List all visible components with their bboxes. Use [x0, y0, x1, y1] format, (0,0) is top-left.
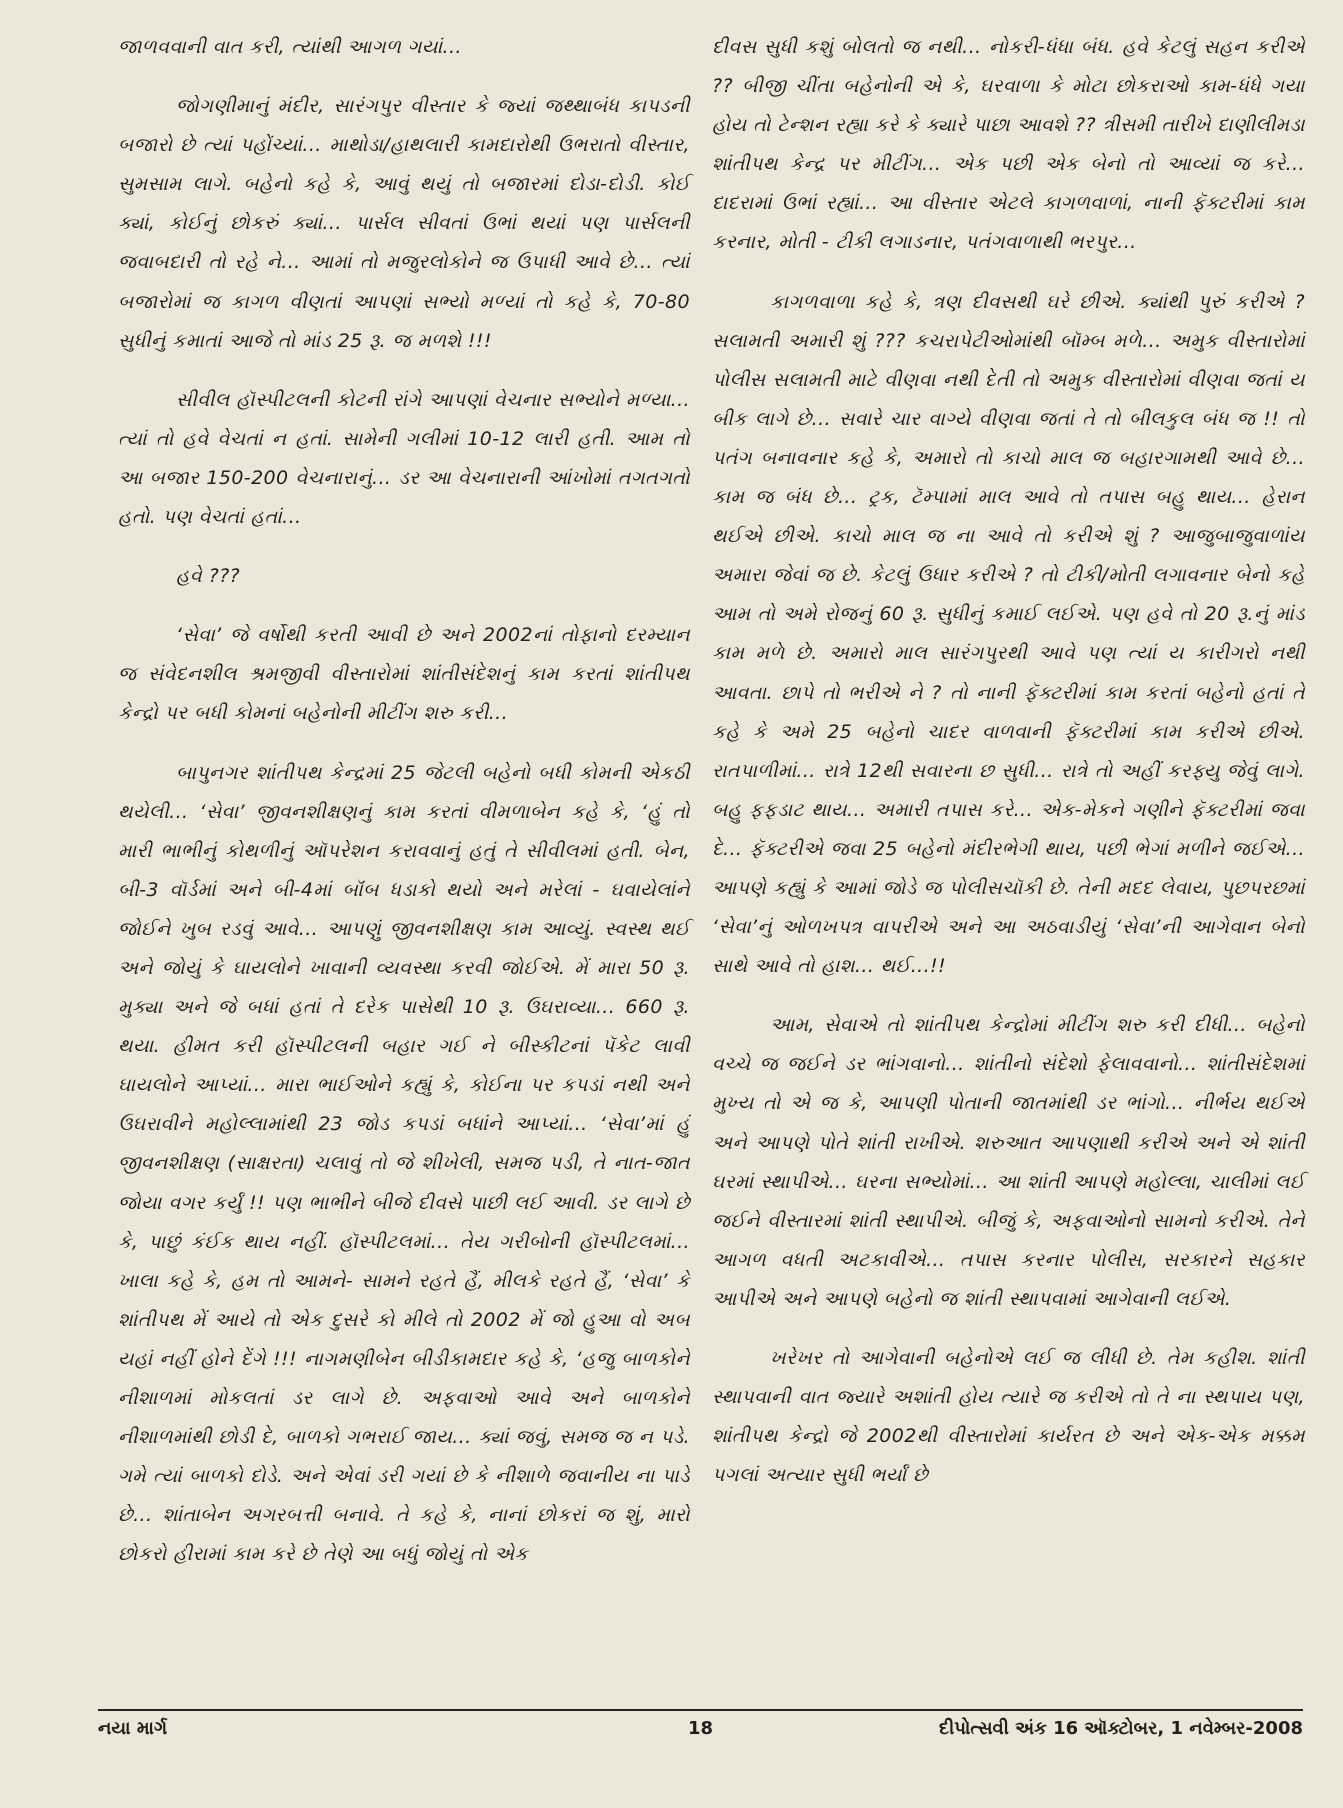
paragraph: કાગળવાળા કહે કે, ત્રણ દીવસથી ઘરે છીએ. ક્યાંથી પુરું કરીએ ? સલામતી અમારી શું ??? કચરાપેટીઓમાંથી બૉમ્બ મળે... અમુક વીસ્તારોમાં પોલીસ સલામતી માટે વીણવા નથી દેતી તો અમુક વીસ્તારોમાં વીણવા જતાં ય બીક લાગે છે... સવારે ચાર વાગ્યે વીણવા જતાં તે તો બીલકુલ બંધ જ !! તો પતંગ બનાવનાર કહે કે, અમારો તો કાચો માલ જ બહારગામથી આવે છે... કામ જ બંધ છે... ટ્રક, ટૅમ્પામાં માલ આવે તો તપાસ બહુ થાય... હેરાન થઈએ છીએ. કાચો માલ જ ના આવે તો કરીએ શું ? આજુબાજુવાળાંય અમારા જેવાં જ છે. કેટલું ઉધાર કરીએ ? તો ટીકી/મોતી લગાવનાર બેનો કહે આમ તો અમે રોજનું 60 રૂ. સુધીનું કમાઈ લઈએ. પણ હવે તો 20 રૂ.નું માંડ કામ મળે છે. અમારો માલ સારંગપુરથી આવે પણ ત્યાં ય કારીગરો નથી આવતા. છાપે તો ભરીએ ને ? તો નાની ફૅક્ટરીમાં કામ કરતાં બહેનો હતાં તે કહે કે અમે 25 બહેનો ચાદર વાળવાની ફૅક્ટરીમાં કામ કરીએ છીએ. રાતપાળીમાં... રાત્રે 12થી સવારના છ સુધી... રાત્રે તો અહીં કરફ્યુ જેવું લાગે. બહુ ફફડાટ થાય... અમારી તપાસ કરે... એક-મેકને ગણીને ફૅક્ટરીમાં જવા દે... ફૅક્ટરીએ જવા 25 બહેનો મંદીરભેગી થાય, પછી ભેગાં મળીને જઈએ... આપણે કહ્યું કે આમાં જોડે જ પોલીસચૉકી છે. તેની મદદ લેવાય, પુછપરછમાં ‘સેવા’નું ઓળખપત્ર વાપરીએ અને આ અઠવાડીયું ‘સેવા’ની આગેવાન બેનો સાથે આવે તો હાશ... થઈ...!! [712, 290, 1305, 978]
paragraph: ‘સેવા’ જે વર્ષોથી કરતી આવી છે અને 2002નાં તોફાનો દરમ્યાન જ સંવેદનશીલ શ્રમજીવી વીસ્તારોમાં શાંતીસંદેશનું કામ કરતાં શાંતીપથ કેન્દ્રો પર બધી કોમનાં બહેનોની મીટીંગ શરુ કરી... [118, 624, 690, 725]
left-column [118, 28, 690, 1594]
paragraph: દીવસ સુધી કશું બોલતો જ નથી... નોકરી-ધંધા બંધ. હવે કેટલું સહન કરીએ ?? બીજી ચીંતા બહેનોની એ કે, ઘરવાળા કે મોટા છોકરાઓ કામ-ધંધે ગયા હોય તો ટેન્શન રહ્યા કરે કે ક્યારે પાછા આવશે ?? ત્રીસમી તારીખે દાણીલીમડા શાંતીપથ કેન્દ્ર પર મીટીંગ... એક પછી એક બેનો તો આવ્યાં જ કરે... દાદરામાં ઉભાં રહ્યાં... આ વીસ્તાર એટલે કાગળવાળાં, નાની ફૅક્ટરીમાં કામ કરનાર, મોતી - ટીકી લગાડનાર, પતંગવાળાથી ભરપુર... [712, 36, 1305, 254]
paragraph: સીવીલ હૉસ્પીટલની કોટની રાંગે આપણાં વેચનાર સભ્યોને મળ્યા... ત્યાં તો હવે વેચતાં ન હતાં. સામેની ગલીમાં 10-12 લારી હતી. આમ તો આ બજાર 150-200 વેચનારાનું... ડર આ વેચનારાની આંખોમાં તગતગતો હતો. પણ વેચતાં હતાં... [118, 388, 690, 529]
paragraph: જોગણીમાનું મંદીર, સારંગપુર વીસ્તાર કે જ્યાં જથ્થાબંધ કાપડની બજારો છે ત્યાં પહોંચ્યાં... માથોડા/હાથલારી કામદારોથી ઉભરાતો વીસ્તાર, સુમસામ લાગે. બહેનો કહે કે, આવું થયું તો બજારમાં દોડા-દોડી. કોઈ ક્યાં, કોઈનું છોકરું ક્યાં... પાર્સલ સીવતાં ઉભાં થયાં પણ પાર્સલની જવાબદારી તો રહે ને... આમાં તો મજુરલોકોને જ ઉપાધી આવે છે... ત્યાં બજારોમાં જ કાગળ વીણતાં આપણાં સભ્યો મળ્યાં તો કહે કે, 70-80 સુધીનું કમાતાં આજે તો માંડ 25 રૂ. જ મળશે !!! [118, 95, 690, 352]
footer-divider [98, 1709, 1303, 1711]
paragraph: આમ, સેવાએ તો શાંતીપથ કેન્દ્રોમાં મીટીંગ શરુ કરી દીધી... બહેનો વચ્ચે જ જઈને ડર ભાંગવાનો... શાંતીનો સંદેશો ફેલાવવાનો... શાંતીસંદેશમાં મુખ્ય તો એ જ કે, આપણી પોતાની જાતમાંથી ડર ભાંગો... નીર્ભય થઈએ અને આપણે પોતે શાંતી રાખીએ. શરુઆત આપણાથી કરીએ અને એ શાંતી ઘરમાં સ્થાપીએ... ઘરના સભ્યોમાં... આ શાંતી આપણે મહોલ્લા, ચાલીમાં લઈ જઈને વીસ્તારમાં શાંતી સ્થાપીએ. બીજું કે, અફવાઓનો સામનો કરીએ. તેને આગળ વધતી અટકાવીએ... તપાસ કરનાર પોલીસ, સરકારને સહકાર આપીએ અને આપણે બહેનો જ શાંતી સ્થાપવામાં આગેવાની લઈએ. [712, 1014, 1305, 1310]
paragraph: ખરેખર તો આગેવાની બહેનોએ લઈ જ લીધી છે. તેમ કહીશ. શાંતી સ્થાપવાની વાત જ્યારે અશાંતી હોય ત્યારે જ કરીએ તો તે ના સ્થપાય પણ, શાંતીપથ કેન્દ્રો જે 2002થી વીસ્તારોમાં કાર્યરત છે અને એક-એક મક્કમ પગલાં અત્યાર સુધી ભર્યાં છે [712, 1347, 1305, 1487]
paragraph: જાળવવાની વાત કરી, ત્યાંથી આગળ ગયાં... [118, 36, 462, 58]
paragraph: બાપુનગર શાંતીપથ કેન્દ્રમાં 25 જેટલી બહેનો બધી કોમની એકઠી થયેલી... ‘સેવા’ જીવનશીક્ષણનું કામ કરતાં વીમળાબેન કહે કે, ‘હું તો મારી ભાભીનું કોથળીનું ઑપરેશન કરાવવાનું હતું તે સીવીલમાં હતી. બેન, બી-3 વૉર્ડમાં અને બી-4માં બૉંબ ધડાકો થયો અને મરેલાં - ઘવાયેલાંને જોઈને ખુબ રડવું આવે... આપણું જીવનશીક્ષણ કામ આવ્યું. સ્વસ્થ થઈ અને જોયું કે ઘાયલોને ખાવાની વ્યવસ્થા કરવી જોઈએ. મેં મારા 50 રૂ. મુક્યા અને જે બધાં હતાં તે દરેક પાસેથી 10 રૂ. ઉઘરાવ્યા... 660 રૂ. થયા. હીમત કરી હૉસ્પીટલની બહાર ગઈ ને બીસ્કીટનાં પૅકેટ લાવી ઘાયલોને આપ્યાં... મારા ભાઈઓને કહ્યું કે, કોઈના પર કપડાં નથી અને ઉઘરાવીને મહોલ્લામાંથી 23 જોડ કપડાં બધાંને આપ્યાં... ‘સેવા’માં હું જીવનશીક્ષણ (સાક્ષરતા) ચલાવું તો જે શીખેલી, સમજ પડી, તે નાત-જાત જોયા વગર કર્યું !! પણ ભાભીને બીજે દીવસે પાછી લઈ આવી. ડર લાગે છે કે, પાછું કંઈક થાય નહીં. હૉસ્પીટલમાં... તેય ગરીબોની હૉસ્પીટલમાં... ખાલા કહે કે, હમ તો આમને- સામને રહતે હૈં, મીલકે રહતે હૈં, ‘સેવા’ કે શાંતીપથ મેં આયે તો એક દુસરે કો મીલે તો 2002 મેં જો હુઆ વો અબ યહાં નહીં હોને દેંગે !!! નાગમણીબેન બીડીકામદાર કહે કે, ‘હજુ બાળકોને નીશાળમાં મોકલતાં ડર લાગે છે. અફવાઓ આવે અને બાળકોને નીશાળમાંથી છોડી દે, બાળકો ગભરાઈ જાય... ક્યાં જવું, સમજ જ ન પડે. ગમે ત્યાં બાળકો દોડે. અને એવાં ડરી ગયાં છે કે નીશાળે જવાનીય ના પાડે છે... શાંતાબેન અગરબત્તી બનાવે. તે કહે કે, નાનાં છોકરાં જ શું, મારો છોકરો હીરામાં કામ કરે છે તેણે આ બધું જોયું તો એક [118, 761, 690, 1566]
page-number: 18 [688, 1718, 714, 1739]
paragraph: હવે ??? [176, 565, 241, 588]
issue-date: દીપોત્સવી અંક 16 ઑક્ટોબર, 1 નવેમ્બર-2008 [939, 1718, 1303, 1739]
right-column [712, 28, 1305, 1515]
publication-name: નયા માર્ગ [98, 1718, 168, 1739]
page-footer [98, 1718, 1303, 1748]
